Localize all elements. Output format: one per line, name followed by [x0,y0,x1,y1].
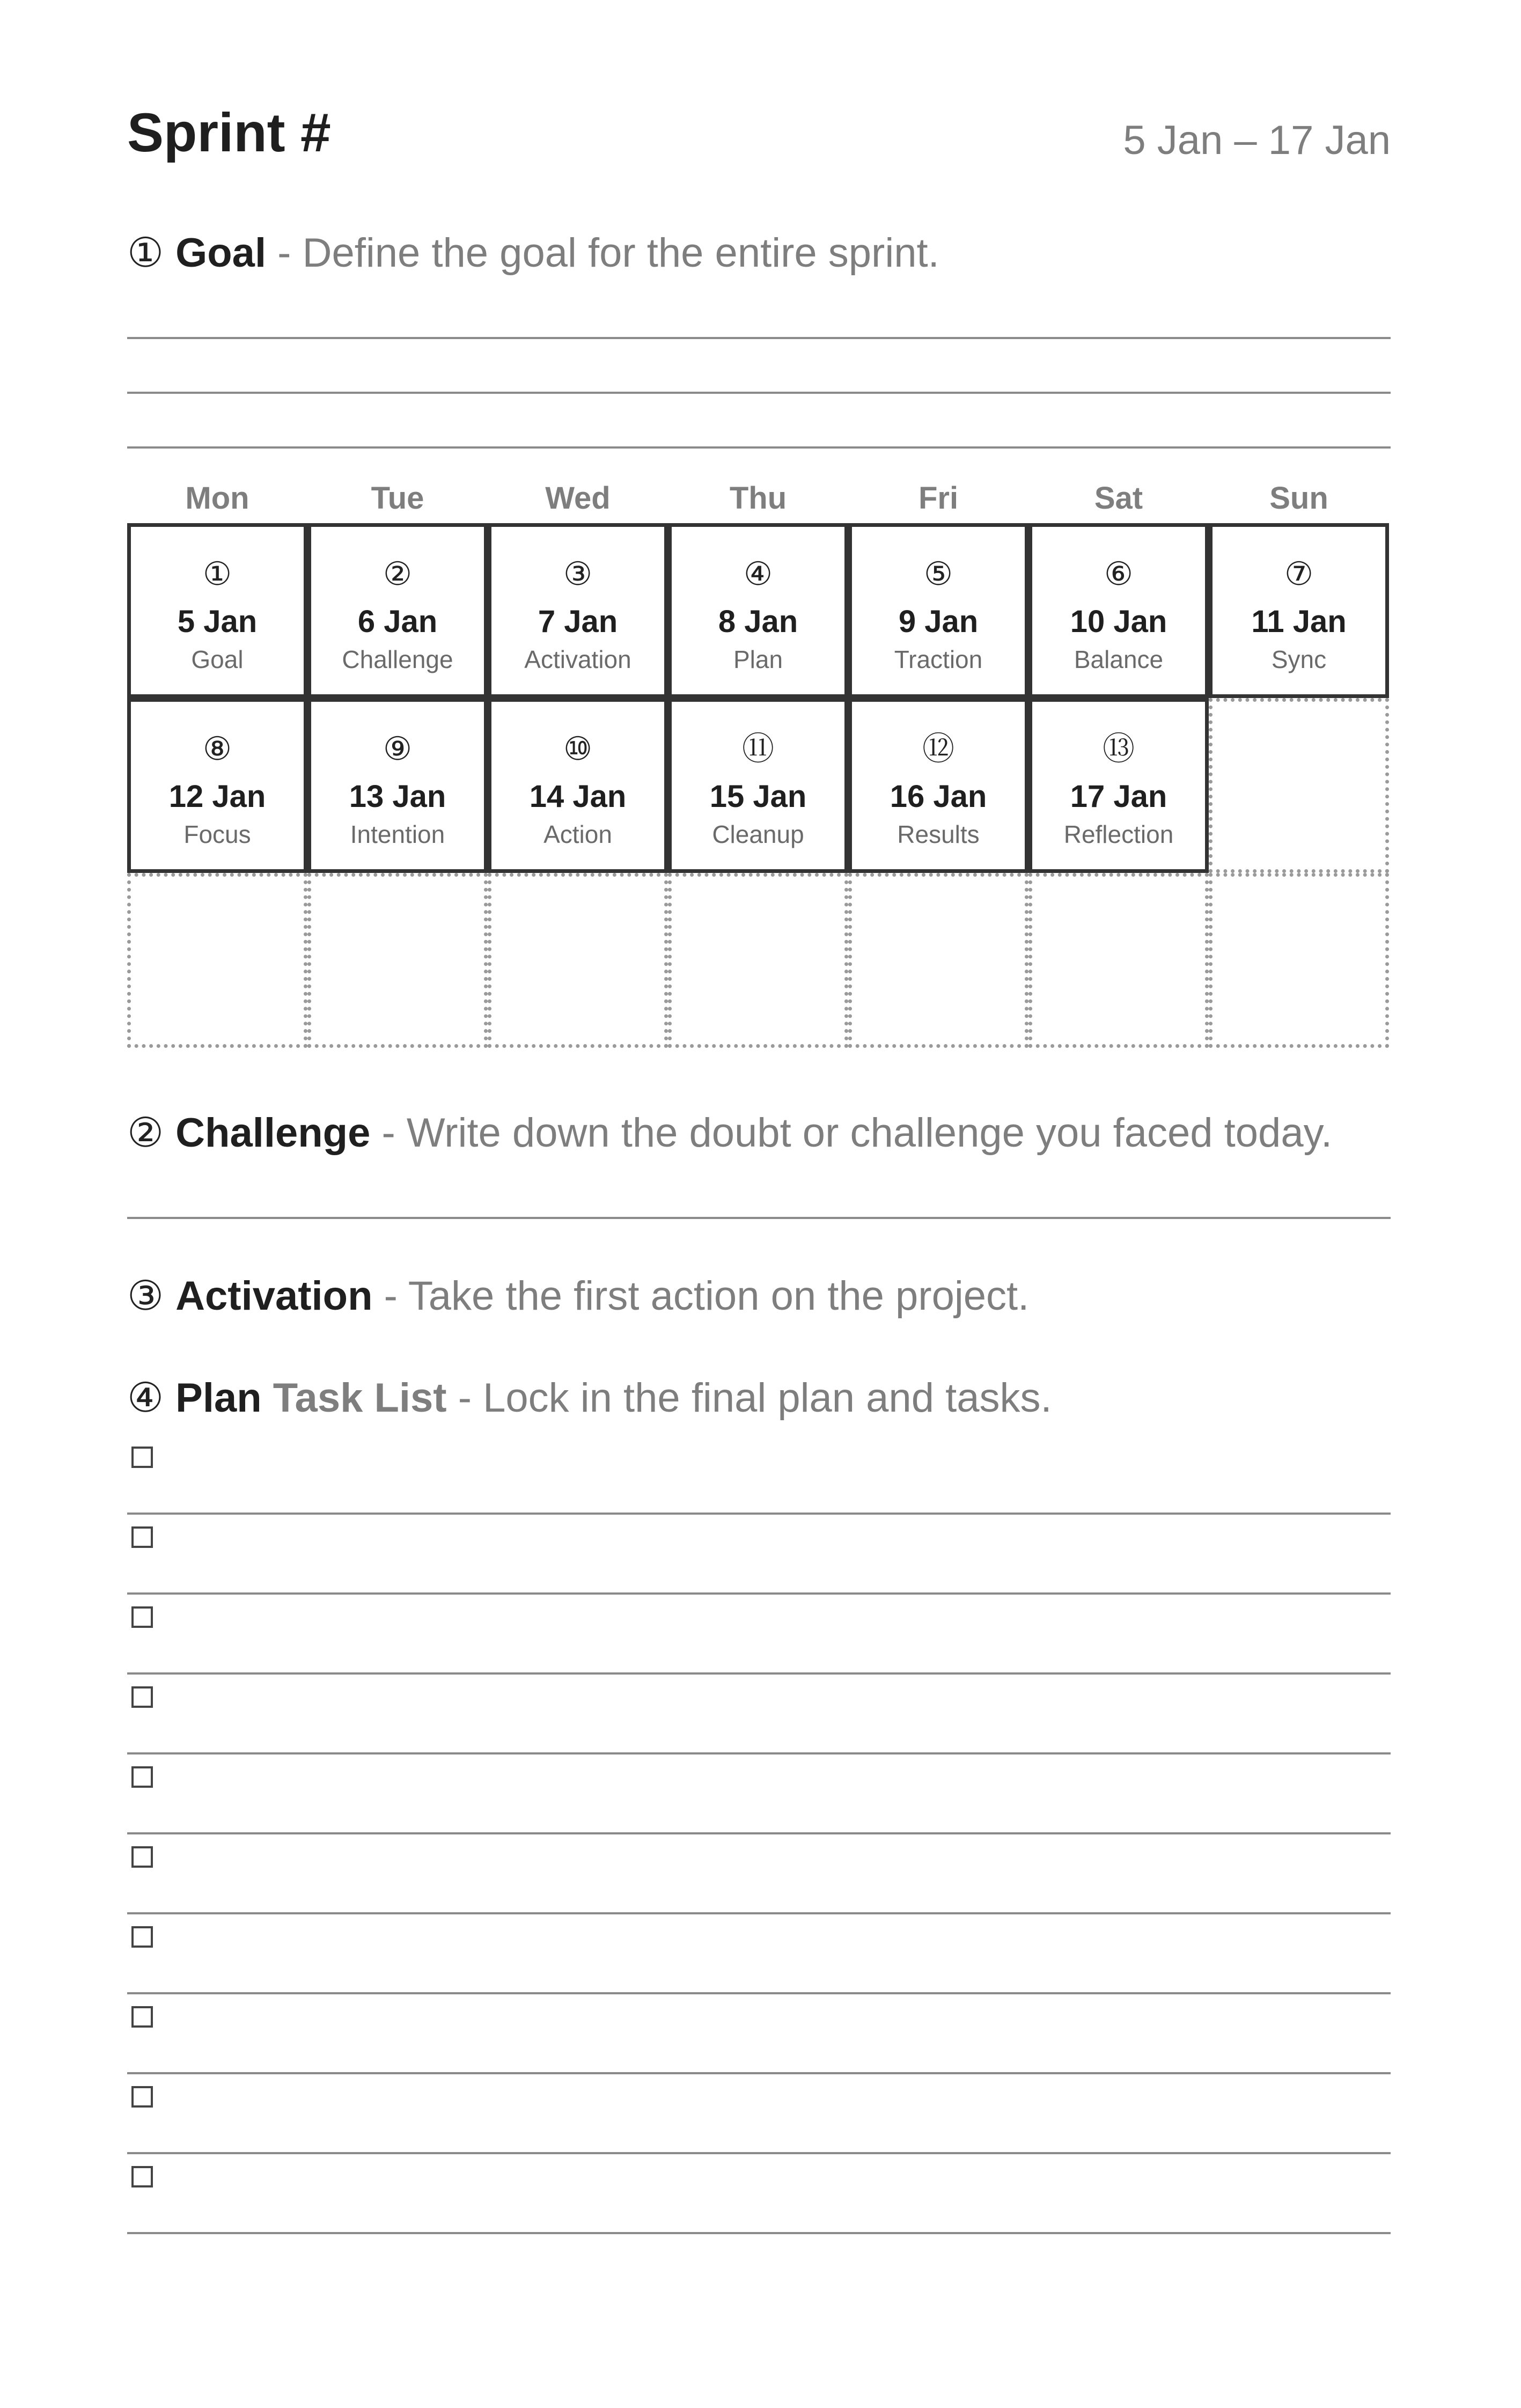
task-checkbox[interactable] [131,1926,153,1948]
task-checkbox[interactable] [131,1766,153,1788]
task-row [127,1435,1391,1515]
task-checkbox[interactable] [131,1846,153,1868]
calendar-day-cell[interactable] [668,523,848,698]
calendar-day-cell[interactable] [488,523,668,698]
day-focus-label: Intention [350,820,445,848]
day-focus-label: Sync [1271,645,1327,673]
date-range: 5 Jan – 17 Jan [1123,118,1391,163]
task-row [127,1994,1391,2074]
calendar-day-cell[interactable] [848,523,1028,698]
empty-calendar-cell[interactable] [1209,873,1389,1048]
empty-calendar-cell[interactable] [1028,873,1209,1048]
day-focus-label: Action [543,820,612,848]
task-checkbox[interactable] [131,2166,153,2187]
day-number-badge: ② [383,556,412,592]
day-focus-label: Challenge [342,645,453,673]
task-checkbox[interactable] [131,1526,153,1548]
weekday-header-fri: Fri [918,481,959,516]
goal-writing-line[interactable] [127,392,1391,394]
challenge-writing-line[interactable] [127,1217,1391,1219]
weekday-header-sat: Sat [1094,481,1143,516]
day-number-badge: ⑦ [1284,556,1313,592]
day-date: 15 Jan [709,779,807,814]
empty-calendar-cell[interactable] [1209,698,1389,873]
weekday-header-mon: Mon [185,481,249,516]
day-focus-label: Reflection [1063,820,1174,848]
task-checkbox[interactable] [131,1686,153,1708]
day-focus-label: Balance [1074,645,1164,673]
calendar-day-cell[interactable] [127,698,307,873]
day-number-badge: ⑨ [383,731,412,767]
empty-calendar-cell[interactable] [848,873,1028,1048]
task-row [127,1754,1391,1834]
plan-number: ④ [127,1375,164,1421]
day-focus-label: Goal [191,645,244,673]
activation-number: ③ [127,1273,164,1319]
plan-description: - Lock in the final plan and tasks. [446,1375,1052,1421]
task-row [127,2074,1391,2154]
task-checkbox[interactable] [131,2006,153,2028]
day-number-badge: ④ [744,556,773,592]
weekday-header-wed: Wed [545,481,611,516]
task-row [127,1675,1391,1754]
goal-writing-line[interactable] [127,337,1391,339]
calendar-day-cell[interactable] [668,698,848,873]
task-row [127,1515,1391,1595]
plan-heading [127,1375,1052,1421]
challenge-number: ② [127,1110,164,1156]
weekday-header-tue: Tue [371,481,424,516]
task-row [127,2154,1391,2234]
day-date: 12 Jan [168,779,266,814]
task-writing-line[interactable] [127,2232,1391,2234]
day-number-badge: ⑪ [742,731,774,767]
day-date: 5 Jan [177,604,258,639]
task-checkbox[interactable] [131,1447,153,1468]
day-date: 11 Jan [1251,604,1347,639]
calendar-day-cell[interactable] [1028,523,1209,698]
page-title: Sprint # [127,102,331,163]
challenge-heading [127,1110,1333,1156]
calendar-day-cell[interactable] [127,523,307,698]
activation-title: Activation [175,1273,373,1319]
day-number-badge: ⑬ [1103,731,1135,767]
task-checkbox[interactable] [131,1606,153,1628]
calendar-day-cell[interactable] [488,698,668,873]
day-date: 10 Jan [1070,604,1167,639]
task-row [127,1595,1391,1675]
weekday-header-sun: Sun [1269,481,1328,516]
day-number-badge: ⑫ [922,731,954,767]
task-row [127,1914,1391,1994]
day-focus-label: Traction [894,645,983,673]
empty-calendar-cell[interactable] [488,873,668,1048]
calendar-day-cell[interactable] [307,698,488,873]
challenge-description: - Write down the doubt or challenge you faced today. [370,1110,1333,1156]
plan-title: Plan [175,1375,262,1421]
calendar-day-cell[interactable] [1028,698,1209,873]
day-number-badge: ⑩ [563,731,592,767]
calendar-day-cell[interactable] [848,698,1028,873]
day-number-badge: ③ [563,556,592,592]
day-date: 8 Jan [718,604,798,639]
goal-writing-line[interactable] [127,446,1391,449]
goal-number: ① [127,230,164,276]
day-date: 7 Jan [538,604,618,639]
task-checkbox[interactable] [131,2086,153,2108]
goal-heading [127,230,939,276]
day-date: 16 Jan [890,779,987,814]
day-focus-label: Focus [183,820,251,848]
day-date: 13 Jan [349,779,446,814]
day-date: 6 Jan [357,604,438,639]
weekday-header-thu: Thu [729,481,787,516]
calendar-day-cell[interactable] [1209,523,1389,698]
day-date: 14 Jan [529,779,627,814]
activation-description: - Take the first action on the project. [372,1273,1030,1319]
empty-calendar-cell[interactable] [127,873,307,1048]
day-number-badge: ① [203,556,232,592]
empty-calendar-cell[interactable] [307,873,488,1048]
plan-subtitle: Task List [273,1375,447,1421]
goal-title: Goal [175,230,267,276]
challenge-title: Challenge [175,1110,371,1156]
day-number-badge: ⑥ [1104,556,1133,592]
day-focus-label: Plan [733,645,783,673]
day-number-badge: ⑧ [203,731,232,767]
day-focus-label: Results [897,820,980,848]
day-number-badge: ⑤ [924,556,953,592]
day-date: 9 Jan [898,604,979,639]
activation-heading [127,1273,1030,1319]
goal-description: - Define the goal for the entire sprint. [266,230,939,276]
day-focus-label: Activation [524,645,631,673]
day-focus-label: Cleanup [712,820,804,848]
day-date: 17 Jan [1070,779,1167,814]
task-row [127,1834,1391,1914]
empty-calendar-cell[interactable] [668,873,848,1048]
calendar-day-cell[interactable] [307,523,488,698]
